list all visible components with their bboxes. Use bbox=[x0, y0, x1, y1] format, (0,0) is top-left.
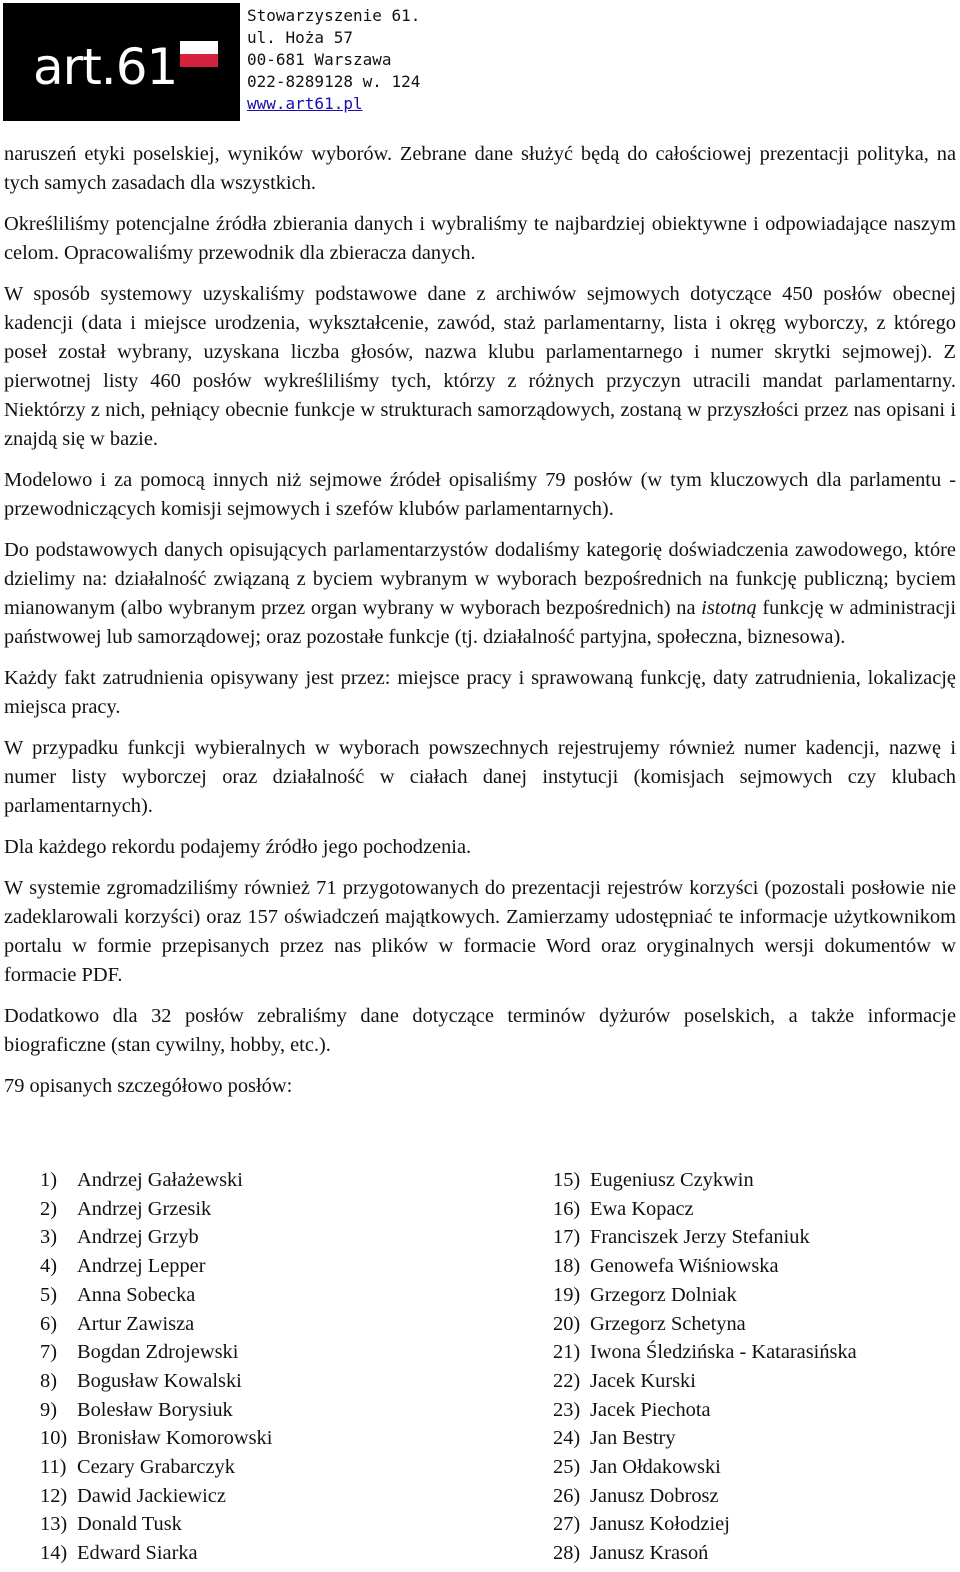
list-item-number: 22) bbox=[553, 1369, 581, 1392]
logo-text: art.61 bbox=[33, 38, 178, 96]
list-item-name: Eugeniusz Czykwin bbox=[590, 1169, 754, 1191]
address-org: Stowarzyszenie 61. bbox=[247, 6, 421, 25]
list-item-number: 7) bbox=[40, 1341, 57, 1364]
paragraph-experience bbox=[4, 536, 956, 652]
list-item bbox=[553, 1396, 857, 1425]
list-item-number: 26) bbox=[553, 1484, 581, 1507]
list-heading: 79 opisanych szczegółowo posłów: bbox=[4, 1075, 293, 1097]
paragraph: Dodatkowo dla 32 posłów zebraliśmy dane dotyczące terminów dyżurów poselskich, a także informacje biograficzne (stan cywilny, hobby, etc.). bbox=[4, 1005, 956, 1056]
list-item bbox=[40, 1396, 272, 1425]
mp-list-left-column bbox=[40, 1166, 272, 1568]
address-city: 00-681 Warszawa bbox=[247, 50, 392, 69]
list-item-name: Jacek Piechota bbox=[590, 1398, 711, 1421]
list-item-name: Janusz Kołodziej bbox=[590, 1513, 730, 1536]
list-item-name: Anna Sobecka bbox=[77, 1283, 196, 1306]
flag-red-stripe bbox=[180, 54, 218, 67]
list-item-name: Andrzej Gałażewski bbox=[77, 1169, 243, 1191]
list-item bbox=[40, 1223, 272, 1252]
list-item bbox=[553, 1281, 857, 1310]
list-item bbox=[553, 1510, 857, 1539]
list-item-name: Grzegorz Dolniak bbox=[590, 1283, 737, 1306]
list-item-name: Donald Tusk bbox=[77, 1513, 182, 1536]
list-item-number: 28) bbox=[553, 1542, 581, 1565]
paragraph: Każdy fakt zatrudnienia opisywany jest przez: miejsce pracy i sprawowaną funkcję, daty zatrudnienia, lokalizację miejsca pracy. bbox=[4, 667, 956, 718]
list-item bbox=[553, 1539, 857, 1568]
list-item-name: Grzegorz Schetyna bbox=[590, 1312, 746, 1335]
list-item-number: 12) bbox=[40, 1484, 68, 1507]
list-item bbox=[40, 1424, 272, 1453]
address-block bbox=[247, 5, 420, 115]
address-street: ul. Hoża 57 bbox=[247, 28, 353, 47]
list-item bbox=[553, 1310, 857, 1339]
flag-white-stripe bbox=[180, 41, 218, 54]
emphasis-text: istotną bbox=[701, 597, 757, 619]
paragraph: W sposób systemowy uzyskaliśmy podstawowe dane z archiwów sejmowych dotyczące 450 posłów obecnej kadencji (data i miejsce urodzenia, wykształcenie, zawód, staż parlamentarny, lista i okręg wyborczy, z którego poseł został wybrany, uzyskana liczba głosów, nazwa klubu parlamentarnego i numer skrytki sejmowej). Z pierwotnej listy 460 posłów wykreśliliśmy tych, którzy z różnych przyczyn utracili mandat parlamentarny. Niektórzy z nich, pełniący obecnie funkcje w strukturach samorządowych, zostaną w przyszłości przez nas opisani i znajdą się w bazie. bbox=[4, 283, 956, 450]
list-item-number: 18) bbox=[553, 1255, 581, 1278]
list-item bbox=[553, 1482, 857, 1511]
text-run: funkcję w administracji państwowej lub samorządowej; oraz pozostałe funkcje (tj. działalność partyjna, społeczna, biznesowa). bbox=[4, 597, 956, 648]
art61-logo bbox=[3, 3, 240, 121]
list-item-number: 25) bbox=[553, 1456, 581, 1479]
list-item-name: Andrzej Lepper bbox=[77, 1255, 206, 1278]
list-item-name: Bolesław Borysiuk bbox=[77, 1398, 233, 1421]
list-item-number: 11) bbox=[40, 1456, 67, 1479]
list-item-name: Janusz Krasoń bbox=[590, 1542, 709, 1565]
list-item bbox=[40, 1310, 272, 1339]
list-item-number: 15) bbox=[553, 1169, 581, 1191]
list-item-number: 4) bbox=[40, 1255, 57, 1278]
list-item bbox=[553, 1453, 857, 1482]
list-item-number: 5) bbox=[40, 1283, 57, 1306]
paragraph: naruszeń etyki poselskiej, wyników wyborów. Zebrane dane służyć będą do całościowej prezentacji polityka, na tych samych zasadach dla wszystkich. bbox=[4, 143, 956, 194]
list-item-name: Bogusław Kowalski bbox=[77, 1369, 242, 1392]
list-item-name: Bronisław Komorowski bbox=[77, 1427, 273, 1450]
list-item-number: 3) bbox=[40, 1226, 57, 1249]
list-item bbox=[553, 1367, 857, 1396]
list-item bbox=[553, 1338, 857, 1367]
list-item-name: Jan Bestry bbox=[590, 1427, 676, 1450]
paragraph: Dla każdego rekordu podajemy źródło jego pochodzenia. bbox=[4, 836, 472, 858]
list-item-number: 9) bbox=[40, 1398, 57, 1421]
list-item bbox=[40, 1195, 272, 1224]
list-item bbox=[40, 1367, 272, 1396]
list-item bbox=[40, 1482, 272, 1511]
list-item-name: Bogdan Zdrojewski bbox=[77, 1341, 239, 1364]
list-item-number: 27) bbox=[553, 1513, 581, 1536]
list-item-name: Edward Siarka bbox=[77, 1542, 198, 1565]
list-item bbox=[40, 1338, 272, 1367]
list-item-number: 19) bbox=[553, 1283, 581, 1306]
list-item-number: 8) bbox=[40, 1369, 57, 1392]
list-item-number: 24) bbox=[553, 1427, 581, 1450]
list-item-name: Jacek Kurski bbox=[590, 1369, 696, 1392]
list-item bbox=[553, 1166, 857, 1195]
list-item-name: Cezary Grabarczyk bbox=[77, 1456, 235, 1479]
address-phone: 022-8289128 w. 124 bbox=[247, 72, 421, 91]
list-item bbox=[553, 1424, 857, 1453]
list-item-name: Andrzej Grzyb bbox=[77, 1226, 199, 1249]
list-item-name: Andrzej Grzesik bbox=[77, 1197, 212, 1220]
polish-flag-icon bbox=[180, 41, 218, 67]
list-item-name: Jan Ołdakowski bbox=[590, 1456, 721, 1479]
list-item bbox=[553, 1223, 857, 1252]
list-item-number: 14) bbox=[40, 1542, 68, 1565]
paragraph: W systemie zgromadziliśmy również 71 przygotowanych do prezentacji rejestrów korzyści (pozostali posłowie nie zadeklarowali korzyści) oraz 157 oświadczeń majątkowych. Zamierzamy udostępniać te informacje użytkownikom portalu w formie przepisanych przez nas plików w formacie Word oraz oryginalnych wersji dokumentów w formacie PDF. bbox=[4, 877, 956, 986]
list-item-number: 17) bbox=[553, 1226, 581, 1249]
list-item bbox=[40, 1166, 272, 1195]
list-item bbox=[40, 1510, 272, 1539]
list-item-name: Dawid Jackiewicz bbox=[77, 1484, 226, 1507]
mp-list-right-column bbox=[553, 1166, 857, 1568]
list-item bbox=[553, 1195, 857, 1224]
list-item-name: Artur Zawisza bbox=[77, 1312, 195, 1335]
list-item-number: 23) bbox=[553, 1398, 581, 1421]
list-item-number: 21) bbox=[553, 1341, 581, 1364]
text-run: Do podstawowych danych opisujących parlamentarzystów dodaliśmy kategorię doświadczenia zawodowego, które dzielimy na: działalność związaną z byciem wybranym w wyborach bezpośrednich na funkcję publiczną; byciem mianowanym (albo wybranym przez organ wybrany w wyborach bezpośrednich) na bbox=[4, 539, 956, 619]
list-item bbox=[40, 1252, 272, 1281]
list-item bbox=[40, 1539, 272, 1568]
letterhead bbox=[3, 3, 423, 121]
website-link[interactable]: www.art61.pl bbox=[247, 94, 363, 113]
list-item-number: 13) bbox=[40, 1513, 68, 1536]
paragraph: W przypadku funkcji wybieralnych w wyborach powszechnych rejestrujemy również numer kadencji, nazwę i numer listy wyborczej oraz działalność w ciałach danej instytucji (komisjach sejmowych czy klubach parlamentarnych). bbox=[4, 737, 956, 817]
list-item-number: 2) bbox=[40, 1197, 57, 1220]
list-item-name: Janusz Dobrosz bbox=[590, 1484, 719, 1507]
list-item-name: Ewa Kopacz bbox=[590, 1197, 694, 1220]
list-item-number: 1) bbox=[40, 1169, 57, 1191]
list-item-name: Franciszek Jerzy Stefaniuk bbox=[590, 1226, 810, 1249]
list-item-number: 6) bbox=[40, 1312, 57, 1335]
list-item-number: 10) bbox=[40, 1427, 68, 1450]
list-item-name: Iwona Śledzińska - Katarasińska bbox=[590, 1341, 857, 1364]
list-item-name: Genowefa Wiśniowska bbox=[590, 1255, 779, 1278]
paragraph: Modelowo i za pomocą innych niż sejmowe źródeł opisaliśmy 79 posłów (w tym kluczowych dla parlamentu - przewodniczących komisji sejmowych i szefów klubów parlamentarnych). bbox=[4, 469, 956, 520]
list-item-number: 16) bbox=[553, 1197, 581, 1220]
list-item bbox=[40, 1453, 272, 1482]
list-item bbox=[553, 1252, 857, 1281]
list-item-number: 20) bbox=[553, 1312, 581, 1335]
paragraph: Określiliśmy potencjalne źródła zbierania danych i wybraliśmy te najbardziej obiektywne i odpowiadające naszym celom. Opracowaliśmy przewodnik dla zbieracza danych. bbox=[4, 213, 956, 264]
list-item bbox=[40, 1281, 272, 1310]
document-body bbox=[4, 140, 956, 1113]
